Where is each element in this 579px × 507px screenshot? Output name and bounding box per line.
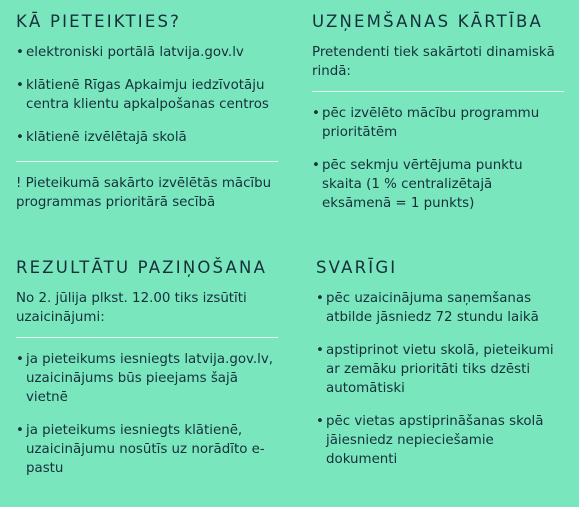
list-item: • pēc izvēlēto mācību programmu prioritātēm	[312, 104, 564, 142]
list-item: • elektroniski portālā latvija.gov.lv	[16, 43, 278, 62]
results-section	[16, 258, 278, 492]
section-title: REZULTĀTU PAZIŅOŠANA	[16, 258, 268, 277]
section-intro: Pretendenti tiek sakārtoti dinamiskā rindā:	[312, 45, 555, 79]
divider	[16, 161, 278, 162]
list-item: • ja pieteikums iesniegts latvija.gov.lv, uzaicinājums būs pieejams šajā vietnē	[16, 350, 278, 407]
ranking-criteria-list	[312, 104, 564, 213]
invitation-list	[16, 350, 278, 478]
divider	[16, 337, 278, 338]
list-item: • pēc uzaicinājuma saņemšanas atbilde jāsniedz 72 stundu laikā	[316, 289, 564, 327]
list-item: • klātienē izvēlētajā skolā	[16, 128, 278, 147]
section-title: UZŅEMŠANAS KĀRTĪBA	[312, 12, 544, 31]
important-section	[316, 258, 564, 483]
list-item: • pēc vietas apstiprināšanas skolā jāiesniedz nepieciešamie dokumenti	[316, 412, 564, 469]
section-intro: No 2. jūlija plkst. 12.00 tiks izsūtīti uzaicinājumi:	[16, 291, 247, 325]
important-list	[316, 289, 564, 469]
apply-methods-list	[16, 43, 278, 147]
list-item: • klātienē Rīgas Apkaimju iedzīvotāju centra klientu apkalpošanas centros	[16, 76, 278, 114]
priority-note: ! Pieteikumā sakārto izvēlētās mācību programmas prioritārā secībā	[16, 176, 272, 210]
list-item: • pēc sekmju vērtējuma punktu skaita (1 % centralizētajā eksāmenā = 1 punkts)	[312, 156, 564, 213]
section-title: KĀ PIETEIKTIES?	[16, 12, 182, 31]
admission-order-section	[312, 12, 564, 227]
section-title: SVARĪGI	[316, 258, 398, 277]
divider	[312, 91, 564, 92]
how-to-apply-section	[16, 12, 278, 212]
list-item: • apstiprinot vietu skolā, pieteikumi ar zemāku prioritāti tiks dzēsti automātiski	[316, 341, 564, 398]
list-item: • ja pieteikums iesniegts klātienē, uzaicinājumu nosūtīs uz norādīto e-pastu	[16, 421, 278, 478]
